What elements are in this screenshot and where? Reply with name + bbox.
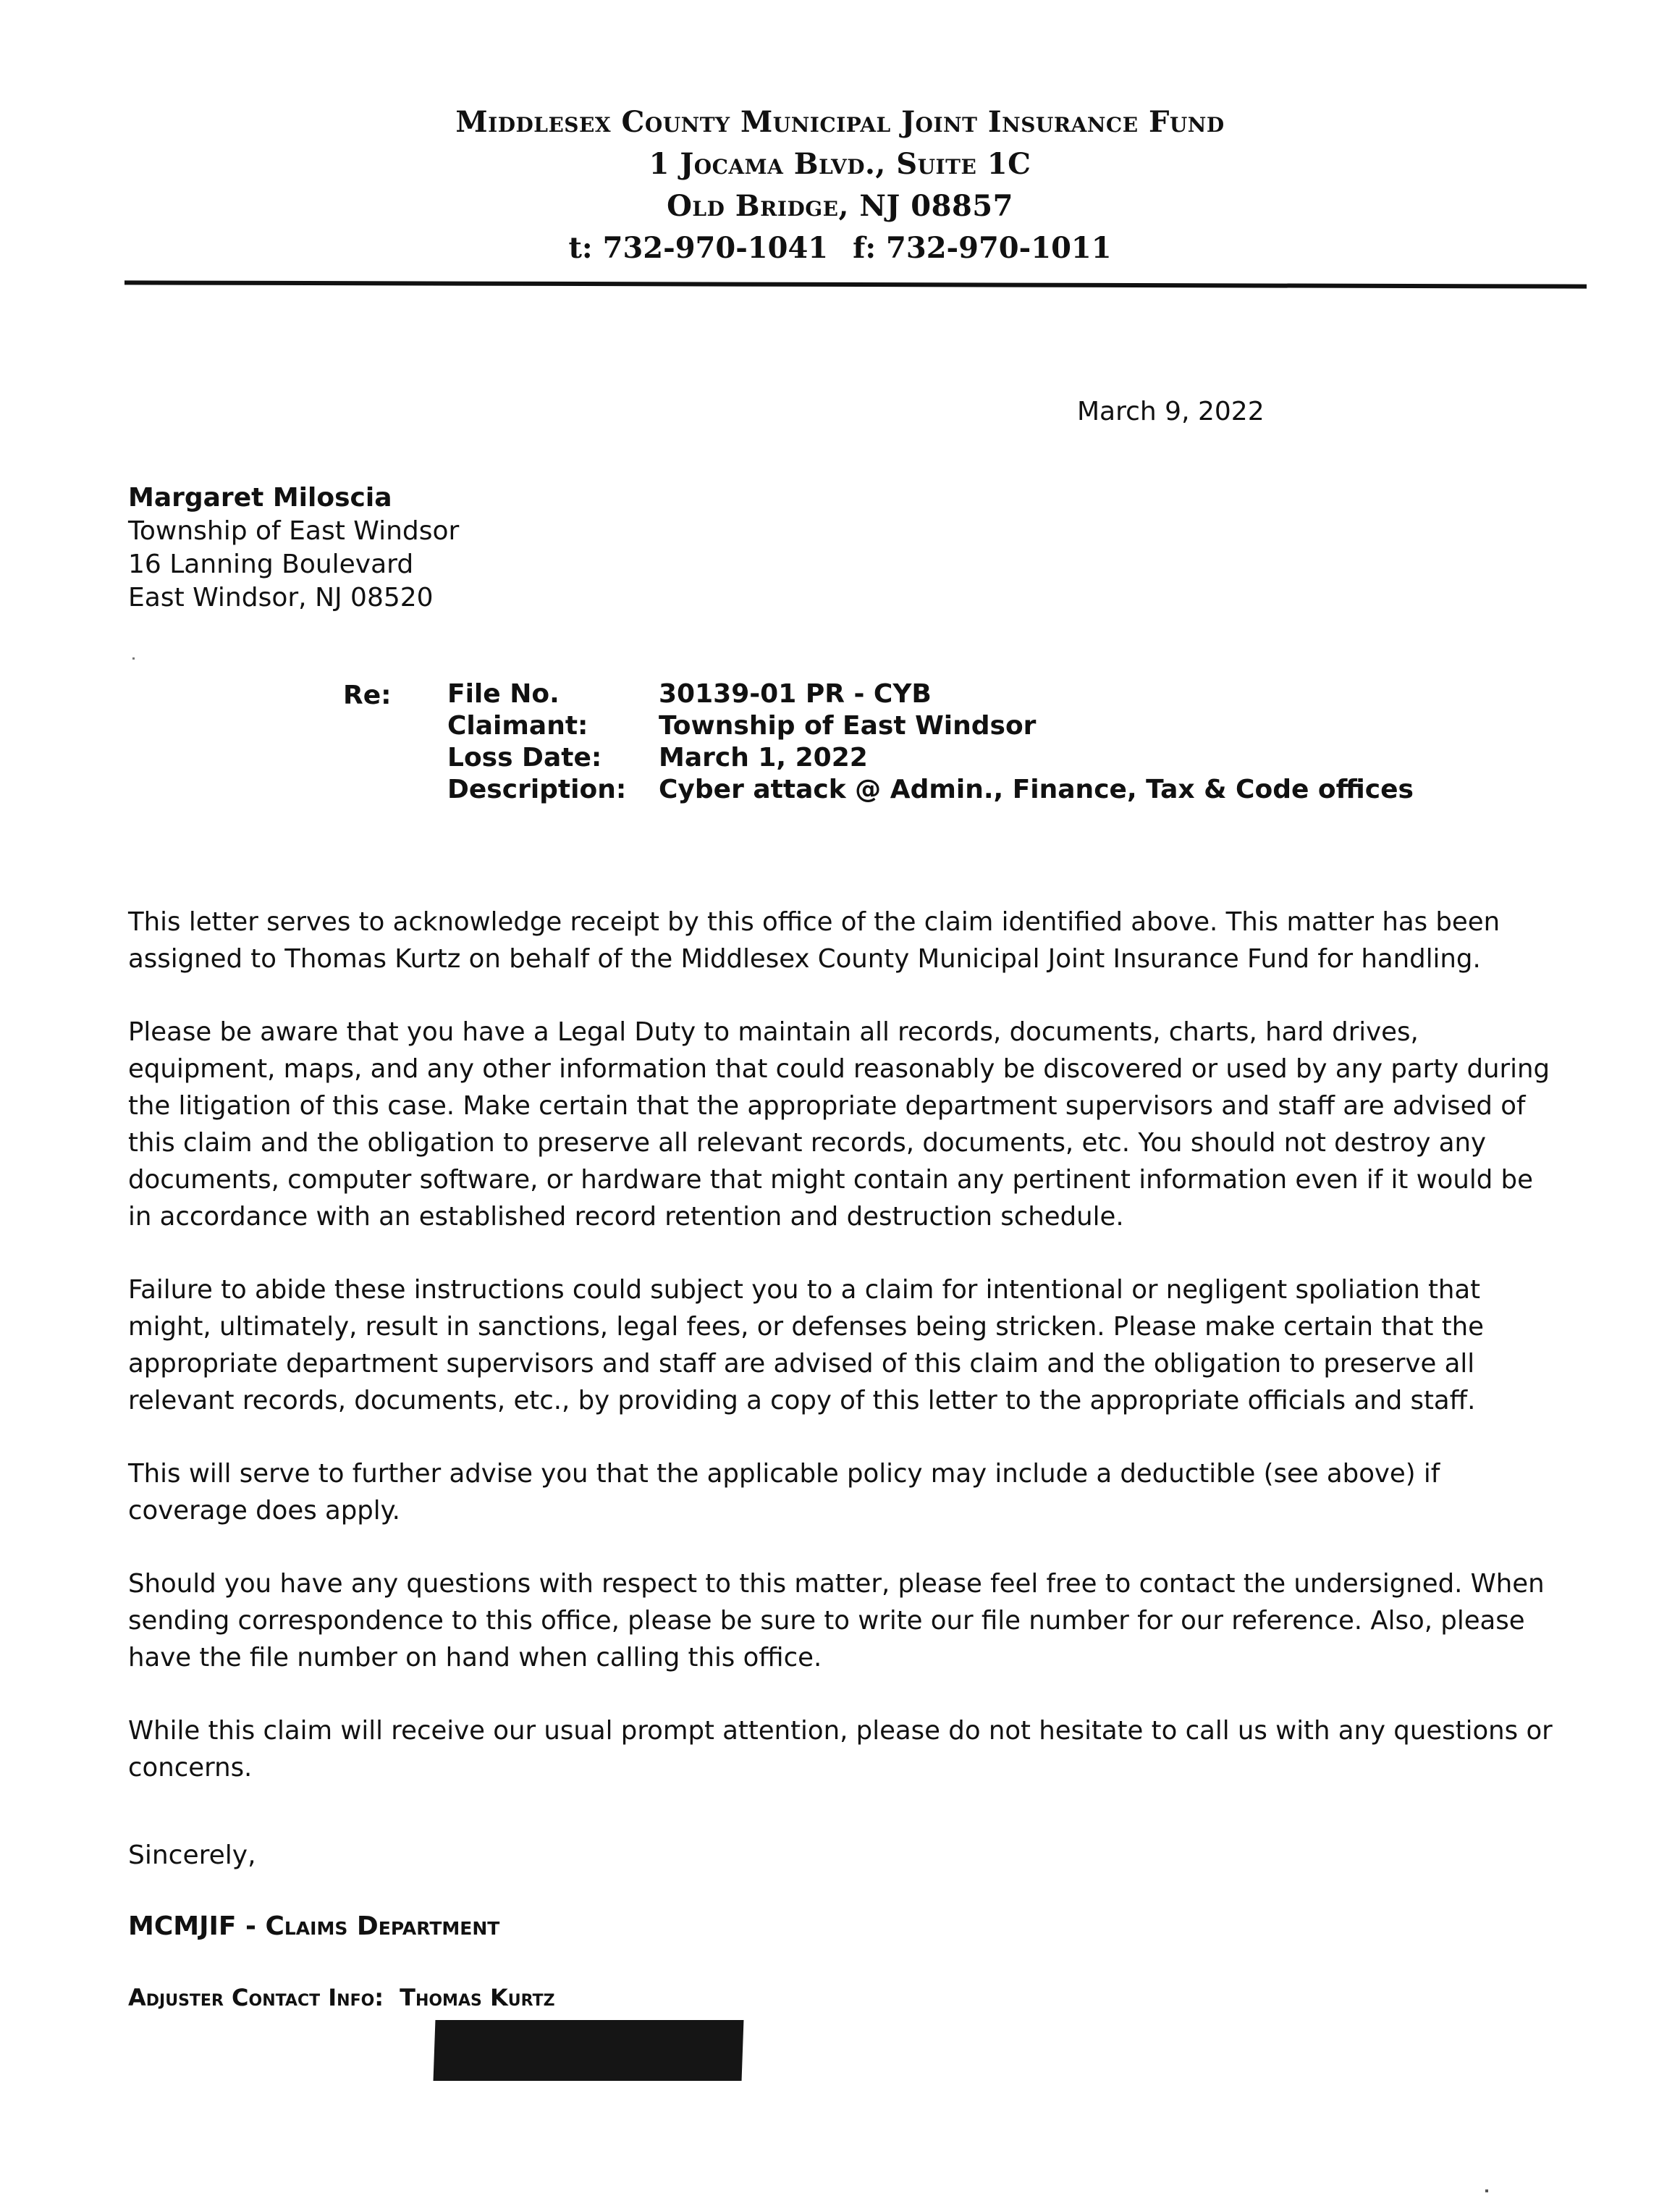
body-paragraph-prompt-attention: While this claim will receive our usual prompt attention, please do not hesitate to call us with any questions or concerns.: [128, 1716, 1553, 1783]
recipient-line-1: Township of East Windsor: [128, 516, 460, 546]
letterhead-phone: t: 732-970-1041: [568, 231, 829, 265]
re-key: File No.: [447, 679, 560, 709]
adjuster-contact: [128, 1984, 555, 2011]
body-paragraph-legal-duty: Please be aware that you have a Legal Duty to maintain all records, documents, charts, hard drives, equipment, maps, and any other information that could reasonably be discovered or used by any party during the litigation of this case. Make certain that the appropriate department supervisors and staff are advised of this claim and the obligation to preserve all relevant records, documents, etc. You should not destroy any documents, computer software, or hardware that might contain any pertinent information even if it would be in accordance with an established record retention and destruction schedule.: [128, 1017, 1550, 1232]
body-paragraph-questions: Should you have any questions with respect to this matter, please feel free to contact the undersigned. When sending correspondence to this office, please be sure to write our file number for our reference. Also, please have the file number on hand when calling this office.: [128, 1569, 1545, 1672]
re-key: Loss Date:: [447, 743, 602, 773]
letterhead-divider: [124, 280, 1587, 288]
letterhead: [0, 101, 1680, 269]
letterhead-address-2: Old Bridge, NJ 08857: [667, 189, 1013, 223]
recipient-line-3: East Windsor, NJ 08520: [128, 583, 434, 613]
re-value: Cyber attack @ Admin., Finance, Tax & Code offices: [659, 775, 1414, 804]
recipient-line-2: 16 Lanning Boulevard: [128, 550, 414, 579]
re-key: Description:: [447, 775, 627, 804]
re-row-file-no: [447, 679, 1414, 711]
re-row-claimant: [447, 711, 1414, 743]
re-value: 30139-01 PR - CYB: [659, 679, 932, 709]
scan-speck: [1485, 2189, 1488, 2192]
re-value: Township of East Windsor: [659, 711, 1037, 741]
letterhead-org: Middlesex County Municipal Joint Insurance Fund: [455, 105, 1225, 139]
scan-speck: [132, 657, 135, 660]
letterhead-contact: [0, 227, 1680, 269]
adjuster-name: Thomas Kurtz: [400, 1984, 555, 2011]
re-value: March 1, 2022: [659, 743, 868, 773]
re-table: [447, 679, 1414, 807]
closing: Sincerely,: [128, 1840, 256, 1870]
body-paragraph-deductible: This will serve to further advise you that the applicable policy may include a deductible (see above) if coverage does apply.: [128, 1459, 1440, 1526]
letterhead-fax: f: 732-970-1011: [853, 231, 1112, 265]
recipient-block: [128, 481, 459, 615]
adjuster-label: Adjuster Contact Info:: [128, 1984, 384, 2011]
recipient-name: Margaret Miloscia: [128, 483, 392, 513]
department-signature: MCMJIF - Claims Department: [128, 1911, 500, 1941]
letterhead-address-1: 1 Jocama Blvd., Suite 1C: [649, 147, 1031, 181]
re-row-loss-date: [447, 743, 1414, 775]
letter-date: March 9, 2022: [1077, 397, 1265, 426]
re-label: Re:: [343, 681, 392, 710]
body-paragraph-spoliation: Failure to abide these instructions could subject you to a claim for intentional or negligent spoliation that might, ultimately, result in sanctions, legal fees, or defenses being stricken. Please make certain that the appropriate department supervisors and staff are advised of this claim and the obligation to preserve all relevant records, documents, etc., by providing a copy of this letter to the appropriate officials and staff.: [128, 1275, 1484, 1415]
redaction-bar: [434, 2020, 744, 2081]
re-key: Claimant:: [447, 711, 588, 741]
re-row-description: [447, 775, 1414, 807]
letter-body: [128, 904, 1561, 1822]
body-paragraph-acknowledgement: This letter serves to acknowledge receipt by this office of the claim identified above. This matter has been assigned to Thomas Kurtz on behalf of the Middlesex County Municipal Joint Insurance Fund for handling.: [128, 907, 1500, 974]
